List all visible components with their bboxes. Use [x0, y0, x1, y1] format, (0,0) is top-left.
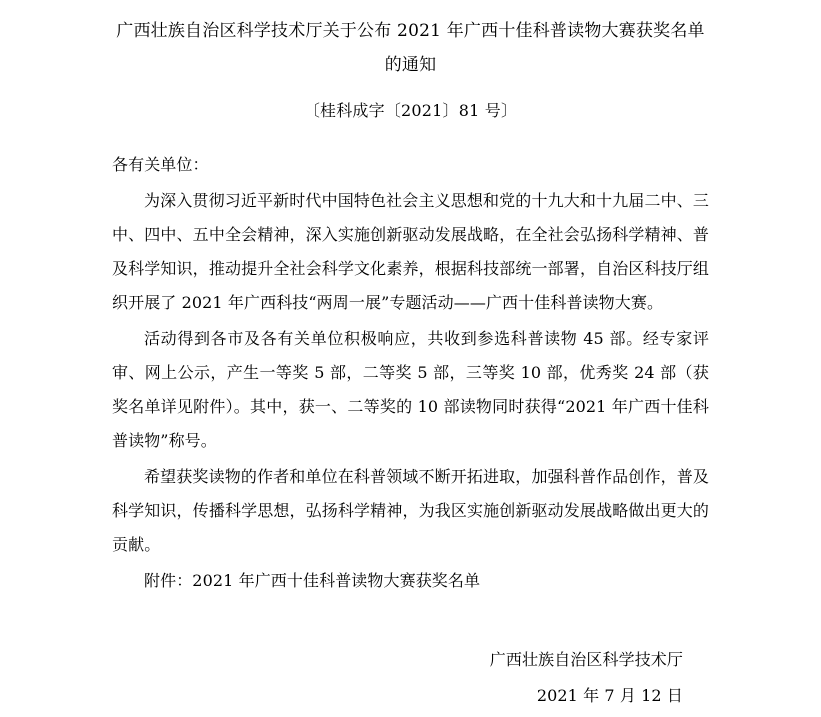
document-body	[112, 148, 709, 598]
body-paragraph-1: 为深入贯彻习近平新时代中国特色社会主义思想和党的十九大和十九届二中、三中、四中、五中全会精神，深入实施创新驱动发展战略，在全社会弘扬科学精神、普及科学知识，推动提升全社会科学文化素养，根据科技部统一部署，自治区科技厅组织开展了 2021 年广西科技“两周一展”专题活动——广西十佳科普读物大赛。	[112, 191, 709, 312]
signature-date: 2021 年 7 月 12 日	[536, 686, 683, 705]
attachment-line: 附件：2021 年广西十佳科普读物大赛获奖名单	[144, 571, 481, 590]
body-paragraph-2: 活动得到各市及各有关单位积极响应，共收到参选科普读物 45 部。经专家评审、网上公示，产生一等奖 5 部，二等奖 5 部，三等奖 10 部，优秀奖 24 部（获奖名单详见附件）。其中，获一、二等奖的 10 部读物同时获得“2021 年广西十佳科普读物”称号。	[112, 329, 709, 450]
page-title: 广西壮族自治区科学技术厅关于公布 2021 年广西十佳科普读物大赛获奖名单的通知	[116, 21, 705, 75]
salutation: 各有关单位：	[112, 155, 209, 174]
document-number: 〔桂科成字〔2021〕81 号〕	[303, 101, 518, 120]
signature-block	[112, 642, 709, 714]
signature-organization: 广西壮族自治区科学技术厅	[489, 650, 683, 669]
body-paragraph-3: 希望获奖读物的作者和单位在科普领域不断开拓进取，加强科普作品创作，普及科学知识，传播科学思想，弘扬科学精神，为我区实施创新驱动发展战略做出更大的贡献。	[112, 467, 709, 554]
